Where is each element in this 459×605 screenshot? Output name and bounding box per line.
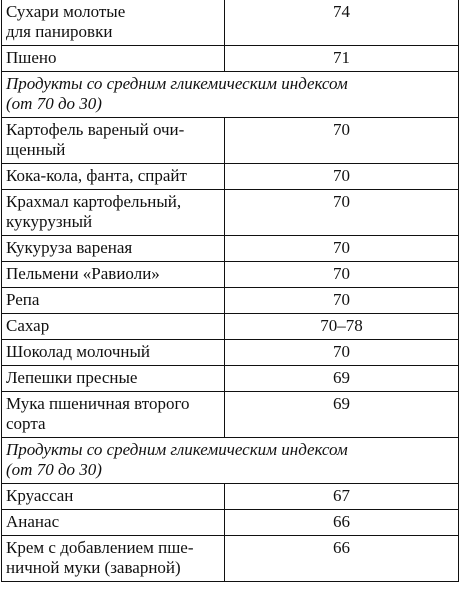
table-row — [2, 236, 459, 262]
glycemic-index-cell: 70 — [225, 164, 459, 190]
product-name-cell — [2, 536, 225, 582]
glycemic-index-cell: 67 — [225, 484, 459, 510]
section-header-cell — [2, 72, 459, 118]
table-row — [2, 536, 459, 582]
product-name-cell — [2, 484, 225, 510]
table-row — [2, 392, 459, 438]
product-name-cell — [2, 314, 225, 340]
product-name-line: ничной муки (заварной) — [6, 558, 181, 577]
section-header-row — [2, 438, 459, 484]
table-row — [2, 46, 459, 72]
table-row — [2, 314, 459, 340]
table-row — [2, 164, 459, 190]
product-name-cell — [2, 510, 225, 536]
product-name-cell — [2, 164, 225, 190]
product-name-line: Картофель вареный очи- — [6, 120, 185, 139]
product-name-line: Кукуруза вареная — [6, 238, 133, 257]
glycemic-index-cell: 69 — [225, 392, 459, 438]
product-name-line: кукурузный — [6, 212, 93, 231]
table-row — [2, 510, 459, 536]
product-name-cell — [2, 392, 225, 438]
table-row — [2, 340, 459, 366]
glycemic-index-cell: 70–78 — [225, 314, 459, 340]
product-name-cell — [2, 46, 225, 72]
product-name-line: щенный — [6, 140, 66, 159]
product-name-line: Кока-кола, фанта, спрайт — [6, 166, 187, 185]
table-row — [2, 288, 459, 314]
table-row — [2, 484, 459, 510]
product-name-cell — [2, 118, 225, 164]
section-header-line: Продукты со средним гликемическим индексом — [6, 74, 348, 93]
product-name-line: Лепешки пресные — [6, 368, 138, 387]
section-header-cell — [2, 438, 459, 484]
glycemic-index-table — [1, 0, 459, 582]
glycemic-index-cell: 70 — [225, 236, 459, 262]
product-name-line: Ананас — [6, 512, 60, 531]
glycemic-index-cell: 70 — [225, 262, 459, 288]
product-name-line: Сахар — [6, 316, 50, 335]
product-name-cell — [2, 236, 225, 262]
glycemic-index-cell: 66 — [225, 510, 459, 536]
section-header-line: (от 70 до 30) — [6, 460, 102, 479]
section-header-line: (от 70 до 30) — [6, 94, 102, 113]
glycemic-index-cell: 74 — [225, 0, 459, 46]
product-name-line: Пельмени «Равиоли» — [6, 264, 160, 283]
product-name-line: Круассан — [6, 486, 74, 505]
product-name-line: Крахмал картофельный, — [6, 192, 182, 211]
product-name-cell — [2, 366, 225, 392]
product-name-line: Пшено — [6, 48, 57, 67]
glycemic-index-cell: 70 — [225, 288, 459, 314]
glycemic-index-cell: 70 — [225, 340, 459, 366]
table-row — [2, 118, 459, 164]
product-name-cell — [2, 262, 225, 288]
product-name-cell — [2, 340, 225, 366]
glycemic-index-cell: 71 — [225, 46, 459, 72]
glycemic-index-cell: 66 — [225, 536, 459, 582]
table-row — [2, 190, 459, 236]
product-name-line: Мука пшеничная второго — [6, 394, 190, 413]
section-header-line: Продукты со средним гликемическим индексом — [6, 440, 348, 459]
glycemic-index-cell: 70 — [225, 118, 459, 164]
product-name-cell — [2, 190, 225, 236]
product-name-line: сорта — [6, 414, 46, 433]
product-name-cell — [2, 288, 225, 314]
table-body — [2, 0, 459, 582]
product-name-line: для панировки — [6, 22, 113, 41]
product-name-line: Крем с добавлением пше- — [6, 538, 194, 557]
glycemic-index-cell: 70 — [225, 190, 459, 236]
table-row — [2, 0, 459, 46]
table-row — [2, 262, 459, 288]
product-name-line: Шоколад молочный — [6, 342, 150, 361]
glycemic-index-cell: 69 — [225, 366, 459, 392]
product-name-cell — [2, 0, 225, 46]
product-name-line: Репа — [6, 290, 40, 309]
section-header-row — [2, 72, 459, 118]
product-name-line: Сухари молотые — [6, 2, 126, 21]
table-row — [2, 366, 459, 392]
